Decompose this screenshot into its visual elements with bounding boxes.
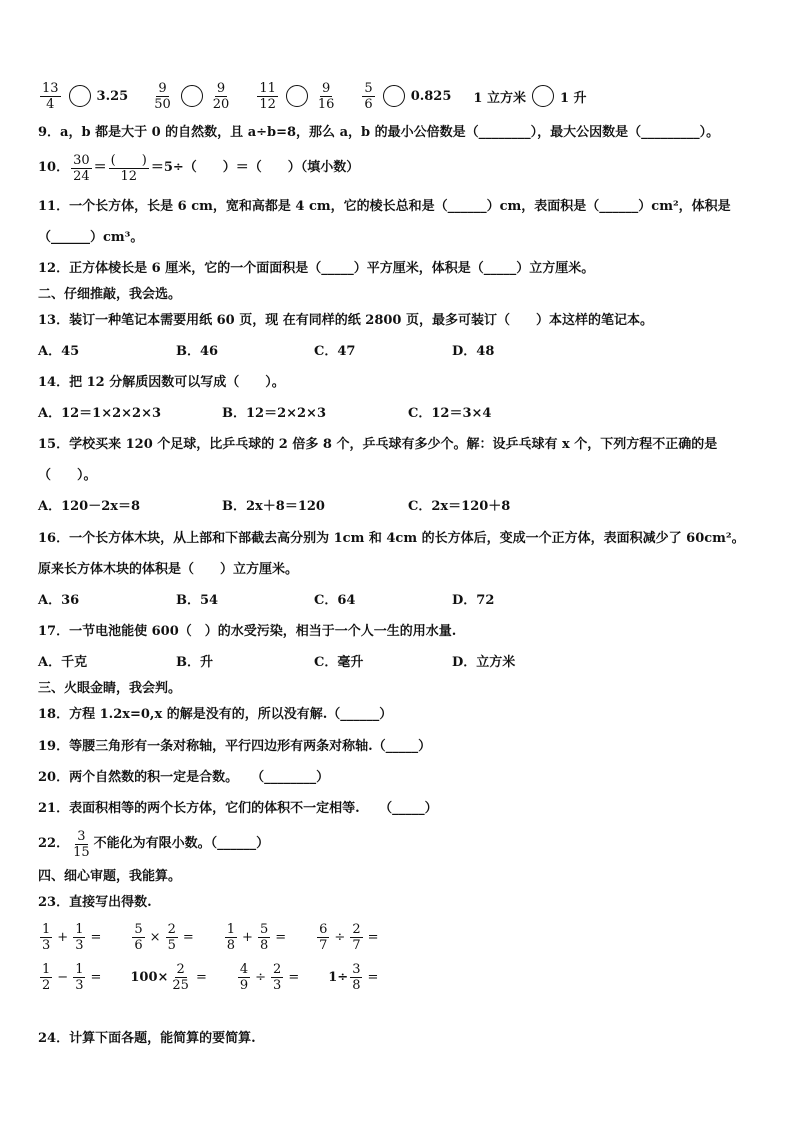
option-d[interactable]: D．立方米	[452, 655, 516, 670]
fraction-blank[interactable]: $\frac{( )}{12}$	[110, 152, 147, 184]
fraction: $\frac{11}{12}$	[259, 80, 276, 112]
compare-value: 0.825	[410, 88, 452, 104]
option-a[interactable]: A．120－2x＝8	[38, 499, 141, 514]
section-2-heading: 二、仔细推敲，我会选。	[38, 287, 182, 302]
calc-row-2	[38, 962, 407, 993]
question-23: 23．直接写出得数.	[38, 895, 152, 910]
compare-circle[interactable]	[181, 85, 203, 107]
question-11-line-2: （______）cm³。	[38, 230, 144, 245]
question-20: 20．两个自然数的积一定是合数。 （________）	[38, 770, 330, 785]
question-10	[38, 150, 756, 186]
option-a[interactable]: A．千克	[38, 655, 88, 670]
question-text: ＝5÷（ ）＝（ ）（填小数）	[150, 160, 360, 175]
question-12: 12．正方体棱长是 6 厘米，它的一个面面积是（_____）平方厘米，体积是（_____）立方厘米。	[38, 261, 595, 276]
calc-item: $\frac{1}{3}$ + $\frac{1}{3}$ =	[42, 922, 102, 953]
fraction: $\frac{9}{16}$	[317, 80, 335, 112]
question-13: 13．装订一种笔记本需要用纸 60 页，现 在有同样的纸 2800 页，最多可装订（ ）本这样的笔记本。	[38, 313, 653, 328]
question-19: 19．等腰三角形有一条对称轴，平行四边形有两条对称轴.（_____）	[38, 739, 432, 754]
fraction: $\frac{3}{15}$	[73, 828, 90, 860]
compare-value: 1 立方米	[473, 90, 526, 106]
compare-item-1	[38, 81, 128, 112]
option-a[interactable]: A．45	[38, 344, 80, 359]
compare-item-5	[473, 85, 586, 107]
fraction: $\frac{9}{50}$	[154, 80, 171, 112]
section-3-heading: 三、火眼金睛，我会判。	[38, 681, 182, 696]
question-13-options	[38, 343, 756, 361]
question-16-line-2: 原来长方体木块的体积是（ ）立方厘米。	[38, 562, 299, 577]
question-14: 14．把 12 分解质因数可以写成（ ）。	[38, 375, 285, 390]
option-c[interactable]: C．毫升	[314, 655, 364, 670]
option-d[interactable]: D．48	[452, 344, 495, 359]
question-21: 21．表面积相等的两个长方体，它们的体积不一定相等. （_____）	[38, 801, 438, 816]
calc-item: $\frac{5}{6}$ × $\frac{2}{5}$ =	[134, 922, 194, 953]
question-14-options	[38, 405, 756, 423]
question-15-line-1: 15．学校买来 120 个足球，比乒乓球的 2 倍多 8 个，乒乓球有多少个。解：设乒乓球有 x 个，下列方程不正确的是	[38, 437, 718, 452]
option-a[interactable]: A．36	[38, 593, 80, 608]
question-17: 17．一节电池能使 600（ ）的水受污染，相当于一个人一生的用水量.	[38, 624, 457, 639]
question-18: 18．方程 1.2x=0,x 的解是没有的，所以没有解.（______）	[38, 707, 393, 722]
fraction: $\frac{30}{24}$	[73, 152, 90, 184]
calc-item: 1÷ $\frac{3}{8}$ =	[328, 962, 379, 993]
option-c[interactable]: C．47	[314, 344, 356, 359]
option-b[interactable]: B．12＝2×2×3	[222, 406, 327, 421]
fraction: $\frac{9}{20}$	[212, 80, 230, 112]
question-16-line-1: 16．一个长方体木块，从上部和下部截去高分别为 1cm 和 4cm 的长方体后，变成一个正方体，表面积减少了 60cm²。	[38, 531, 745, 546]
option-c[interactable]: C．2x＝120＋8	[408, 499, 511, 514]
question-number: 22．	[38, 836, 70, 851]
calc-row-1	[38, 922, 408, 953]
section-4-heading: 四、细心审题，我能算。	[38, 869, 182, 884]
compare-item-4	[360, 81, 451, 112]
compare-circle[interactable]	[383, 85, 405, 107]
fraction: $\frac{5}{6}$	[364, 80, 373, 112]
option-b[interactable]: B．46	[176, 344, 219, 359]
option-c[interactable]: C．64	[314, 593, 356, 608]
calc-item: $\frac{1}{8}$ + $\frac{5}{8}$ =	[226, 922, 287, 953]
compare-circle[interactable]	[532, 85, 554, 107]
compare-row	[38, 76, 609, 116]
fraction: $\frac{13}{4}$	[42, 80, 59, 112]
compare-item-2	[150, 81, 233, 112]
question-number: 10．	[38, 160, 70, 175]
question-22	[38, 826, 756, 862]
question-15-line-2: （ ）。	[38, 468, 97, 483]
equals-sign: ＝	[93, 160, 107, 175]
question-9: 9．a，b 都是大于 0 的自然数，且 a÷b=8，那么 a，b 的最小公倍数是（________），最大公因数是（_________）。	[38, 125, 720, 140]
calc-item: $\frac{1}{2}$ − $\frac{1}{3}$ =	[42, 962, 102, 993]
option-a[interactable]: A．12＝1×2×2×3	[38, 406, 162, 421]
option-c[interactable]: C．12＝3×4	[408, 406, 492, 421]
compare-item-3	[255, 81, 338, 112]
question-11-line-1: 11．一个长方体，长是 6 cm，宽和高都是 4 cm，它的棱长总和是（______）cm，表面积是（______）cm²，体积是	[38, 199, 731, 214]
question-17-options	[38, 654, 756, 672]
compare-circle[interactable]	[286, 85, 308, 107]
question-16-options	[38, 592, 756, 610]
question-15-options	[38, 498, 756, 516]
compare-value: 1 升	[559, 90, 587, 106]
question-24: 24．计算下面各题，能简算的要简算.	[38, 1031, 256, 1046]
calc-item: $\frac{4}{9}$ ÷ $\frac{2}{3}$ =	[239, 962, 300, 993]
calc-item: $\frac{6}{7}$ ÷ $\frac{2}{7}$ =	[319, 922, 379, 953]
option-d[interactable]: D．72	[452, 593, 495, 608]
question-text: 不能化为有限小数。（______）	[93, 836, 270, 851]
option-b[interactable]: B．2x＋8＝120	[222, 499, 325, 514]
option-b[interactable]: B．54	[176, 593, 219, 608]
option-b[interactable]: B．升	[176, 655, 213, 670]
calc-item: 100× $\frac{2}{25}$ =	[130, 962, 207, 993]
compare-value: 3.25	[96, 88, 129, 104]
compare-circle[interactable]	[69, 85, 91, 107]
